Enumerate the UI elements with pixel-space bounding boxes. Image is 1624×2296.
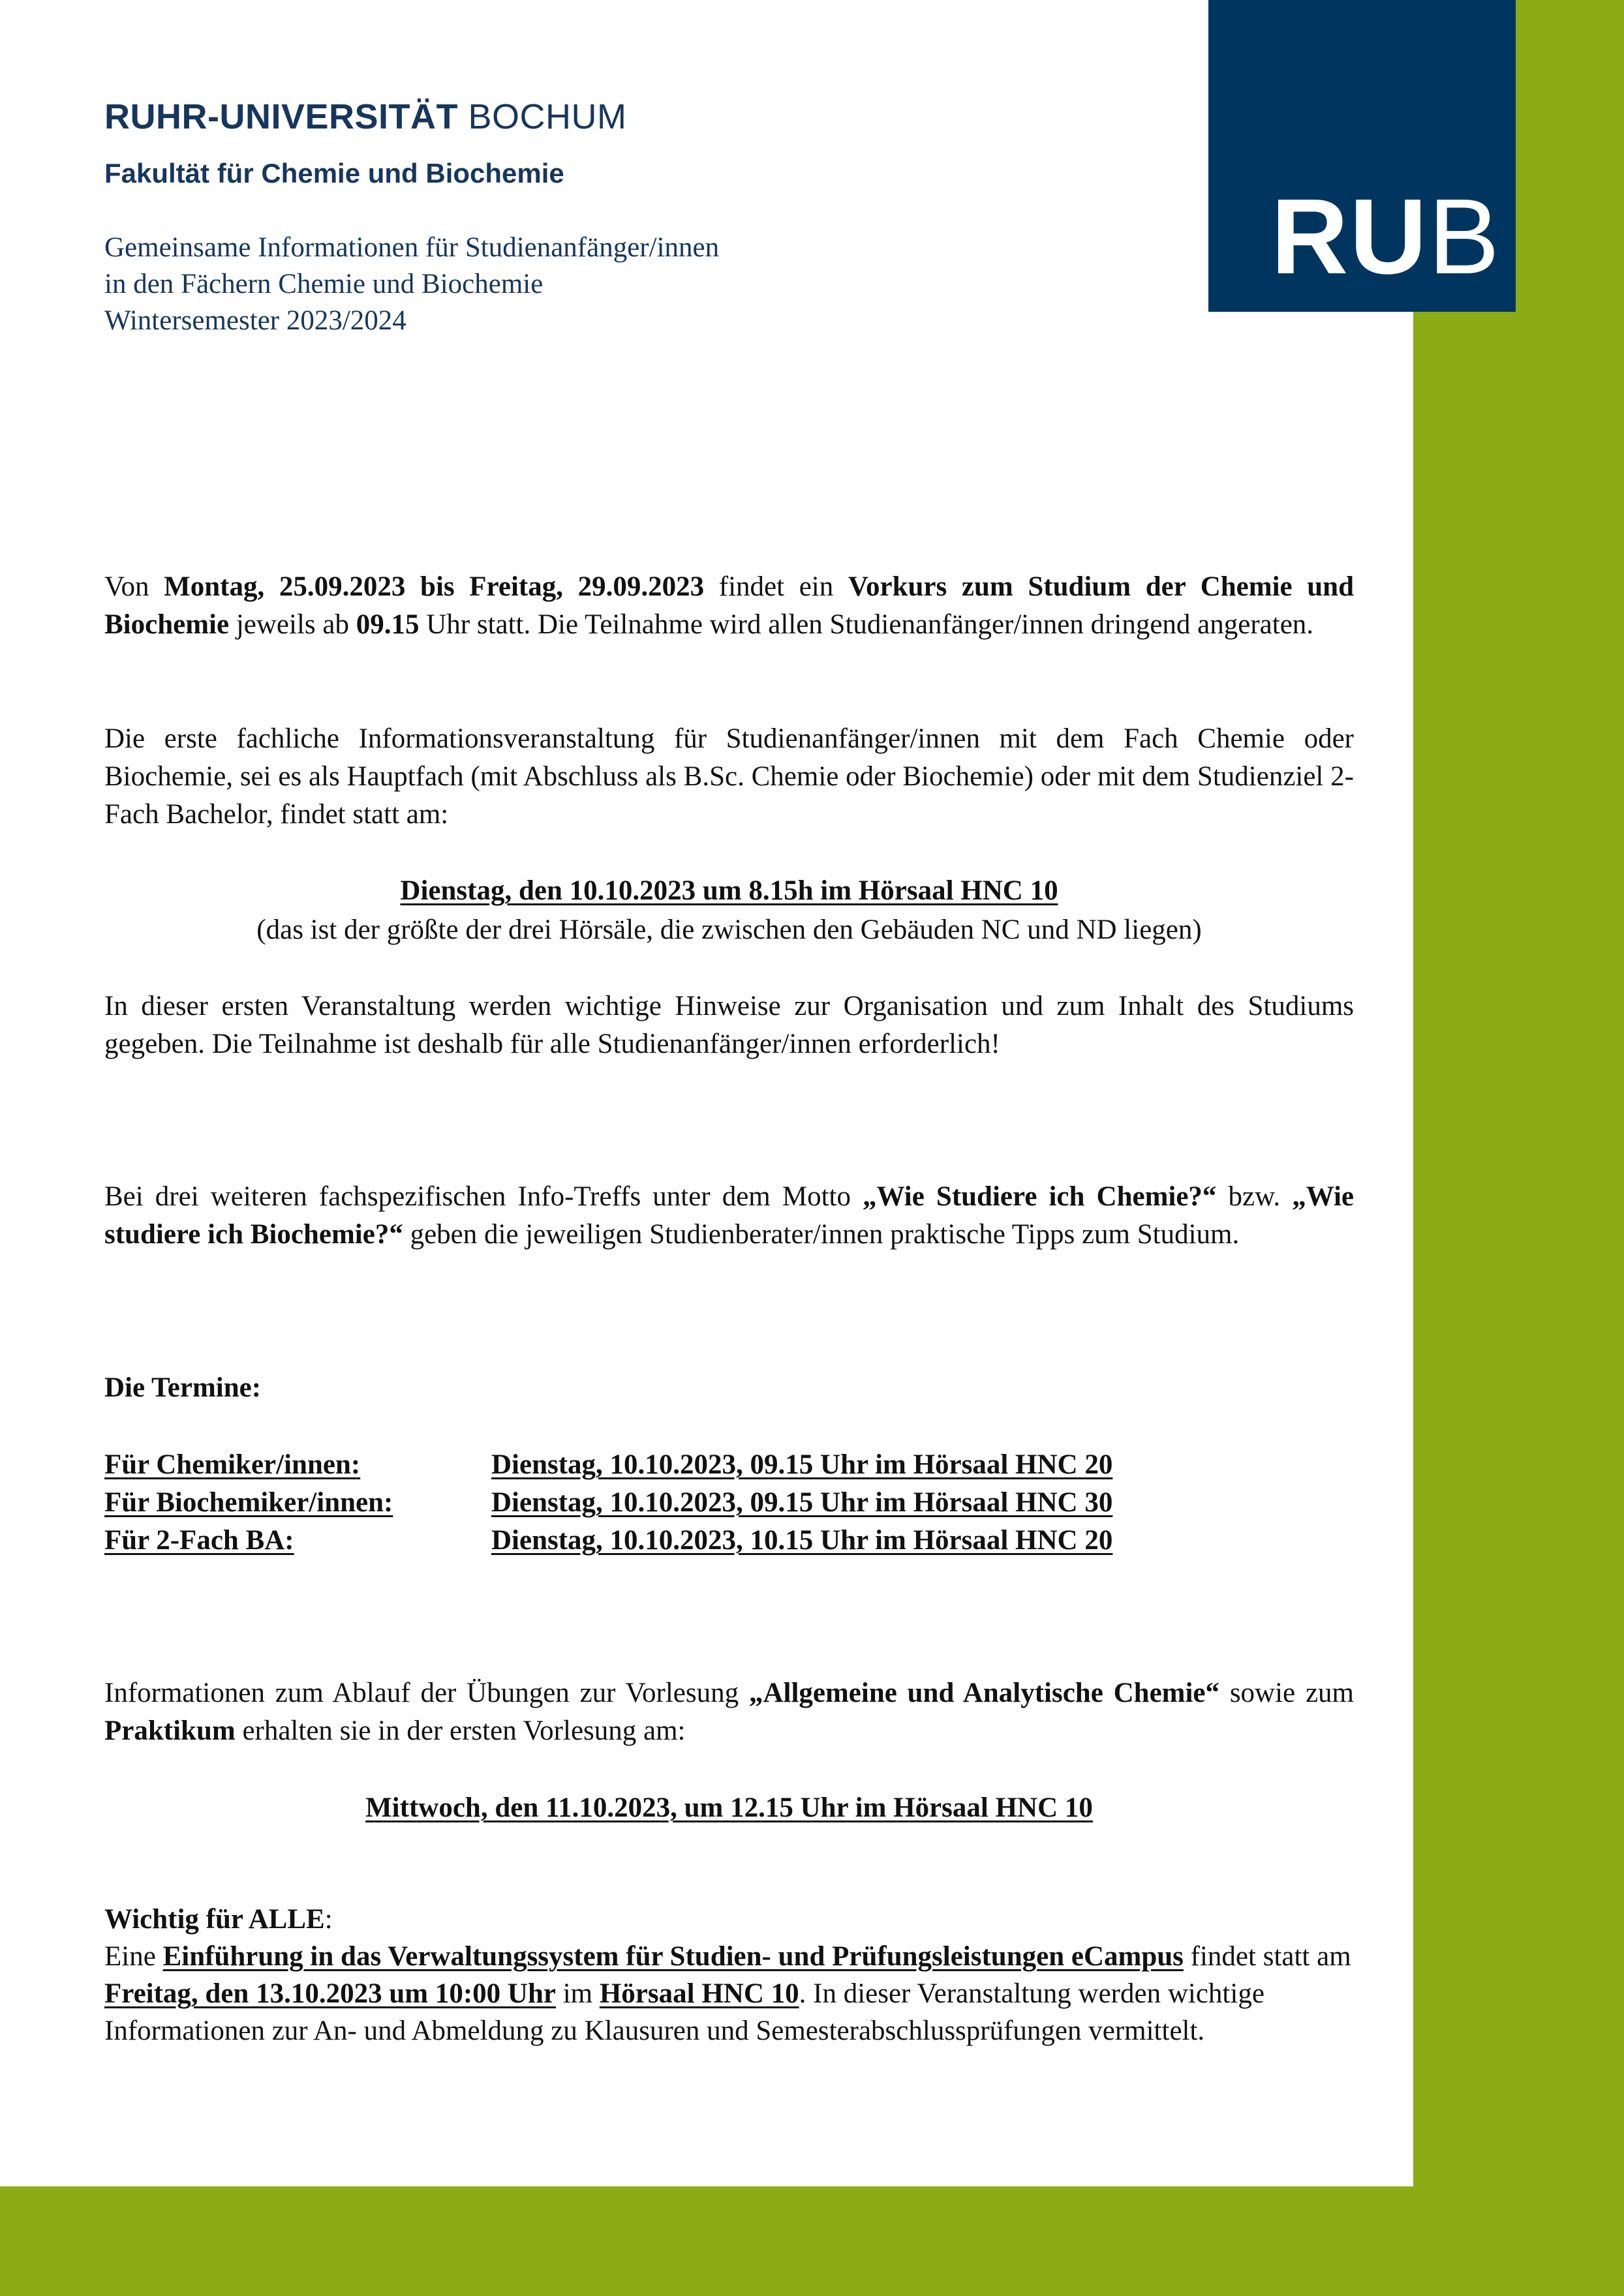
info-treffs-paragraph: Bei drei weiteren fachspezifischen Info-Treffs unter dem Motto „Wie Studiere ich Chemie?“ bzw. „Wie studiere ich Biochemie?“ geben die jeweiligen Studienberater/innen praktische Tipps zum Studium. <box>104 1181 1354 1250</box>
wichtig-heading: Wichtig für ALLE <box>104 1904 325 1935</box>
termine-group: Für Chemiker/innen: <box>104 1449 361 1480</box>
first-event-date: Dienstag, den 10.10.2023 um 8.15h im Hörsaal HNC 10 <box>400 875 1058 906</box>
termine-when: Dienstag, 10.10.2023, 09.15 Uhr im Hörsaal HNC 30 <box>491 1487 1113 1518</box>
logo-part-ru: RU <box>1271 177 1428 296</box>
green-side-band <box>1413 0 1624 2296</box>
university-name <box>104 97 627 137</box>
ecampus-intro: Einführung in das Verwaltungssystem für Studien- und Prüfungsleistungen eCampus <box>162 1941 1184 1972</box>
termine-group: Für Biochemiker/innen: <box>104 1487 393 1518</box>
termine-row <box>104 1522 1354 1560</box>
termine-when: Dienstag, 10.10.2023, 10.15 Uhr im Hörsaal HNC 20 <box>491 1525 1113 1556</box>
termine-row <box>104 1484 1354 1522</box>
first-event <box>104 871 1354 950</box>
termine-group: Für 2-Fach BA: <box>104 1525 294 1556</box>
wichtig-section: Wichtig für ALLE: Eine Einführung in das Verwaltungssystem für Studien- und Prüfungsleistungen eCampus findet statt am Freitag, den 13.10.2023 um 10:00 Uhr im Hörsaal HNC 10. In dieser Veranstaltung werden wichtige Informationen zur An- und Abmeldung zu Klausuren und Semesterabschlussprüfungen vermittelt. <box>104 1904 1351 2046</box>
ecampus-room: Hörsaal HNC 10 <box>599 1978 799 2009</box>
termine-when: Dienstag, 10.10.2023, 09.15 Uhr im Hörsaal HNC 20 <box>491 1449 1113 1480</box>
university-name-bold: RUHR-UNIVERSITÄT <box>104 97 458 136</box>
termine-row <box>104 1446 1354 1484</box>
university-name-city: BOCHUM <box>468 97 627 136</box>
green-bottom-band <box>0 2186 1624 2296</box>
rub-logo <box>1271 177 1501 296</box>
logo-part-b: B <box>1428 177 1501 296</box>
vorkurs-paragraph: Von Montag, 25.09.2023 bis Freitag, 29.09.2023 findet ein Vorkurs zum Studium der Chemie und Biochemie jeweils ab 09.15 Uhr statt. Die Teilnahme wird allen Studienanfänger/innen dringend angeraten. <box>104 571 1354 640</box>
subtitle-line: Gemeinsame Informationen für Studienanfänger/innen <box>104 232 720 263</box>
uebungen-paragraph: Informationen zum Ablauf der Übungen zur Vorlesung „Allgemeine und Analytische Chemie“ sowie zum Praktikum erhalten sie in der ersten Vorlesung am: <box>104 1678 1354 1746</box>
second-event <box>104 1789 1354 1828</box>
info-event-paragraph: Die erste fachliche Informationsveranstaltung für Studienanfänger/innen mit dem Fach Chemie oder Biochemie, sei es als Hauptfach (mit Abschluss als B.Sc. Chemie oder Biochemie) oder mit dem Studienziel 2-Fach Bachelor, findet statt am: <box>104 723 1354 830</box>
subtitle-line: Wintersemester 2023/2024 <box>104 305 406 336</box>
hinweise-paragraph: In dieser ersten Veranstaltung werden wichtige Hinweise zur Organisation und zum Inhalt des Studiums gegeben. Die Teilnahme ist deshalb für alle Studienanfänger/innen erforderlich! <box>104 991 1354 1059</box>
ecampus-date: Freitag, den 13.10.2023 um 10:00 Uhr <box>104 1978 556 2009</box>
document-subtitle <box>104 230 719 339</box>
first-event-note: (das ist der größte der drei Hörsäle, die zwischen den Gebäuden NC und ND liegen) <box>256 914 1202 945</box>
termine-heading: Die Termine: <box>104 1372 262 1403</box>
subtitle-line: in den Fächern Chemie und Biochemie <box>104 269 544 299</box>
faculty-name: Fakultät für Chemie und Biochemie <box>104 158 564 189</box>
second-event-date: Mittwoch, den 11.10.2023, um 12.15 Uhr im Hörsaal HNC 10 <box>365 1792 1093 1823</box>
